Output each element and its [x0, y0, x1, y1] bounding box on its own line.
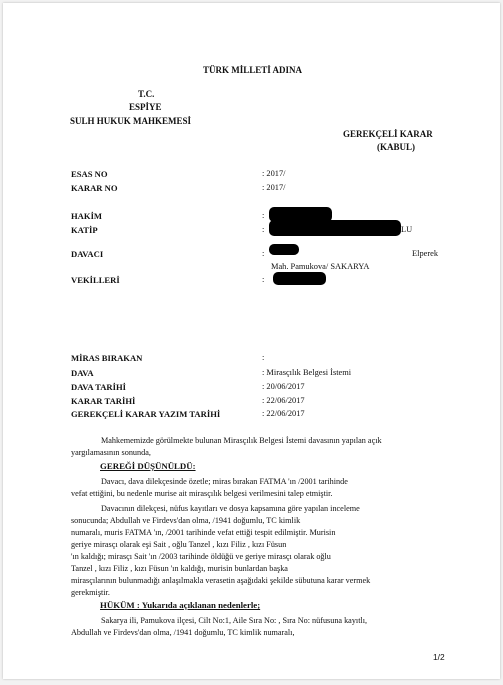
dava-label: DAVA [71, 368, 94, 378]
intro-line-2: yargılamasının sonunda, [71, 448, 151, 457]
decision-subtype: (KABUL) [377, 142, 415, 152]
hakim-colon: : [262, 211, 265, 220]
miras-birakan-label: MİRAS BIRAKAN [71, 353, 143, 363]
katip-colon: : [262, 225, 265, 234]
body-line-6: geriye mirasçı olarak eşi Sait , oğlu Tanzel , kızı Filiz , kızı Füsun [71, 540, 287, 549]
section-heading-hukum: HÜKÜM : Yukarıda açıklanan nedenlerle; [100, 600, 261, 610]
body-line-1: Davacı, dava dilekçesinde özetle; miras bırakan FATMA 'ın /2001 tarihinde [101, 477, 348, 486]
hakim-label: HAKİM [71, 211, 103, 221]
katip-label: KATİP [71, 225, 98, 235]
dava-tarihi-label: DAVA TARİHİ [71, 382, 127, 392]
body-line-8: Tanzel , kızı Filiz , kızı Füsun 'ın kaldığı, murisin bunlardan başka [71, 564, 288, 573]
court-city: ESPİYE [129, 102, 162, 112]
page-number: 1/2 [433, 652, 445, 662]
dava-tarihi-value: : 20/06/2017 [262, 382, 305, 391]
body-line-5: numaralı, muris FATMA 'ın, /2001 tarihinde vefat ettiği tespit edilmiştir. Murisin [71, 528, 336, 537]
hukum-line-1: Sakarya ili, Pamukova ilçesi, Cilt No:1, Aile Sıra No: , Sıra No: nüfusuna kayıtlı, [101, 616, 368, 625]
karar-tarihi-value: : 22/06/2017 [262, 396, 305, 405]
body-line-2: vefat ettiğini, bu nedenle murise ait mirasçılık belgesi verilmesini talep etmiştir. [71, 489, 333, 498]
body-line-4: sonucunda; Abdullah ve Firdevs'dan olma, /1941 doğumlu, TC kimlik [71, 516, 301, 525]
redaction-davaci [269, 244, 299, 255]
redaction-katip [269, 220, 401, 236]
document-heading: TÜRK MİLLETİ ADINA [203, 65, 303, 75]
yazim-tarihi-value: : 22/06/2017 [262, 409, 305, 418]
vekilleri-colon: : [262, 275, 265, 284]
body-line-7: 'ın kaldığı; mirasçı Sait 'ın /2003 tarihinde öldüğü ve geriye mirasçı olarak oğlu [71, 552, 331, 561]
davaci-label: DAVACI [71, 249, 104, 259]
karar-tarihi-label: KARAR TARİHİ [71, 396, 136, 406]
davaci-address: Mah. Pamukova/ SAKARYA [271, 262, 370, 271]
hukum-line-2: Abdullah ve Firdevs'dan olma, /1941 doğumlu, TC kimlik numaralı, [71, 628, 295, 637]
vekilleri-label: VEKİLLERİ [71, 275, 120, 285]
intro-line-1: Mahkememizde görülmekte bulunan Mirasçılık Belgesi İstemi davasının yapılan açık [101, 436, 382, 445]
esas-no-value: : 2017/ [262, 169, 286, 178]
dava-value: : Mirasçılık Belgesi İstemi [262, 368, 352, 377]
document-page [3, 3, 500, 679]
body-line-3: Davacının dilekçesi, nüfus kayıtları ve dosya kapsamına göre yapılan inceleme [101, 504, 360, 513]
court-tc: T.C. [138, 89, 155, 99]
redaction-vekilleri [273, 272, 326, 285]
karar-no-label: KARAR NO [71, 183, 118, 193]
miras-birakan-value: : [262, 353, 265, 362]
court-name: SULH HUKUK MAHKEMESİ [70, 116, 192, 126]
yazim-tarihi-label: GEREKÇELİ KARAR YAZIM TARİHİ [71, 409, 221, 419]
esas-no-label: ESAS NO [71, 169, 108, 179]
section-heading-geregi: GEREĞİ DÜŞÜNÜLDÜ: [100, 461, 196, 471]
body-line-9: mirasçılarının bulunmadığı anlaşılmakla verasetin aşağıdaki şekilde sübutuna karar vermek [71, 576, 371, 585]
katip-suffix: LU [401, 225, 413, 234]
decision-type: GEREKÇELİ KARAR [343, 129, 433, 139]
body-line-10: gerekmiştir. [71, 588, 110, 597]
davaci-colon: : [262, 249, 265, 258]
karar-no-value: : 2017/ [262, 183, 286, 192]
davaci-city: Elperek [412, 249, 439, 258]
